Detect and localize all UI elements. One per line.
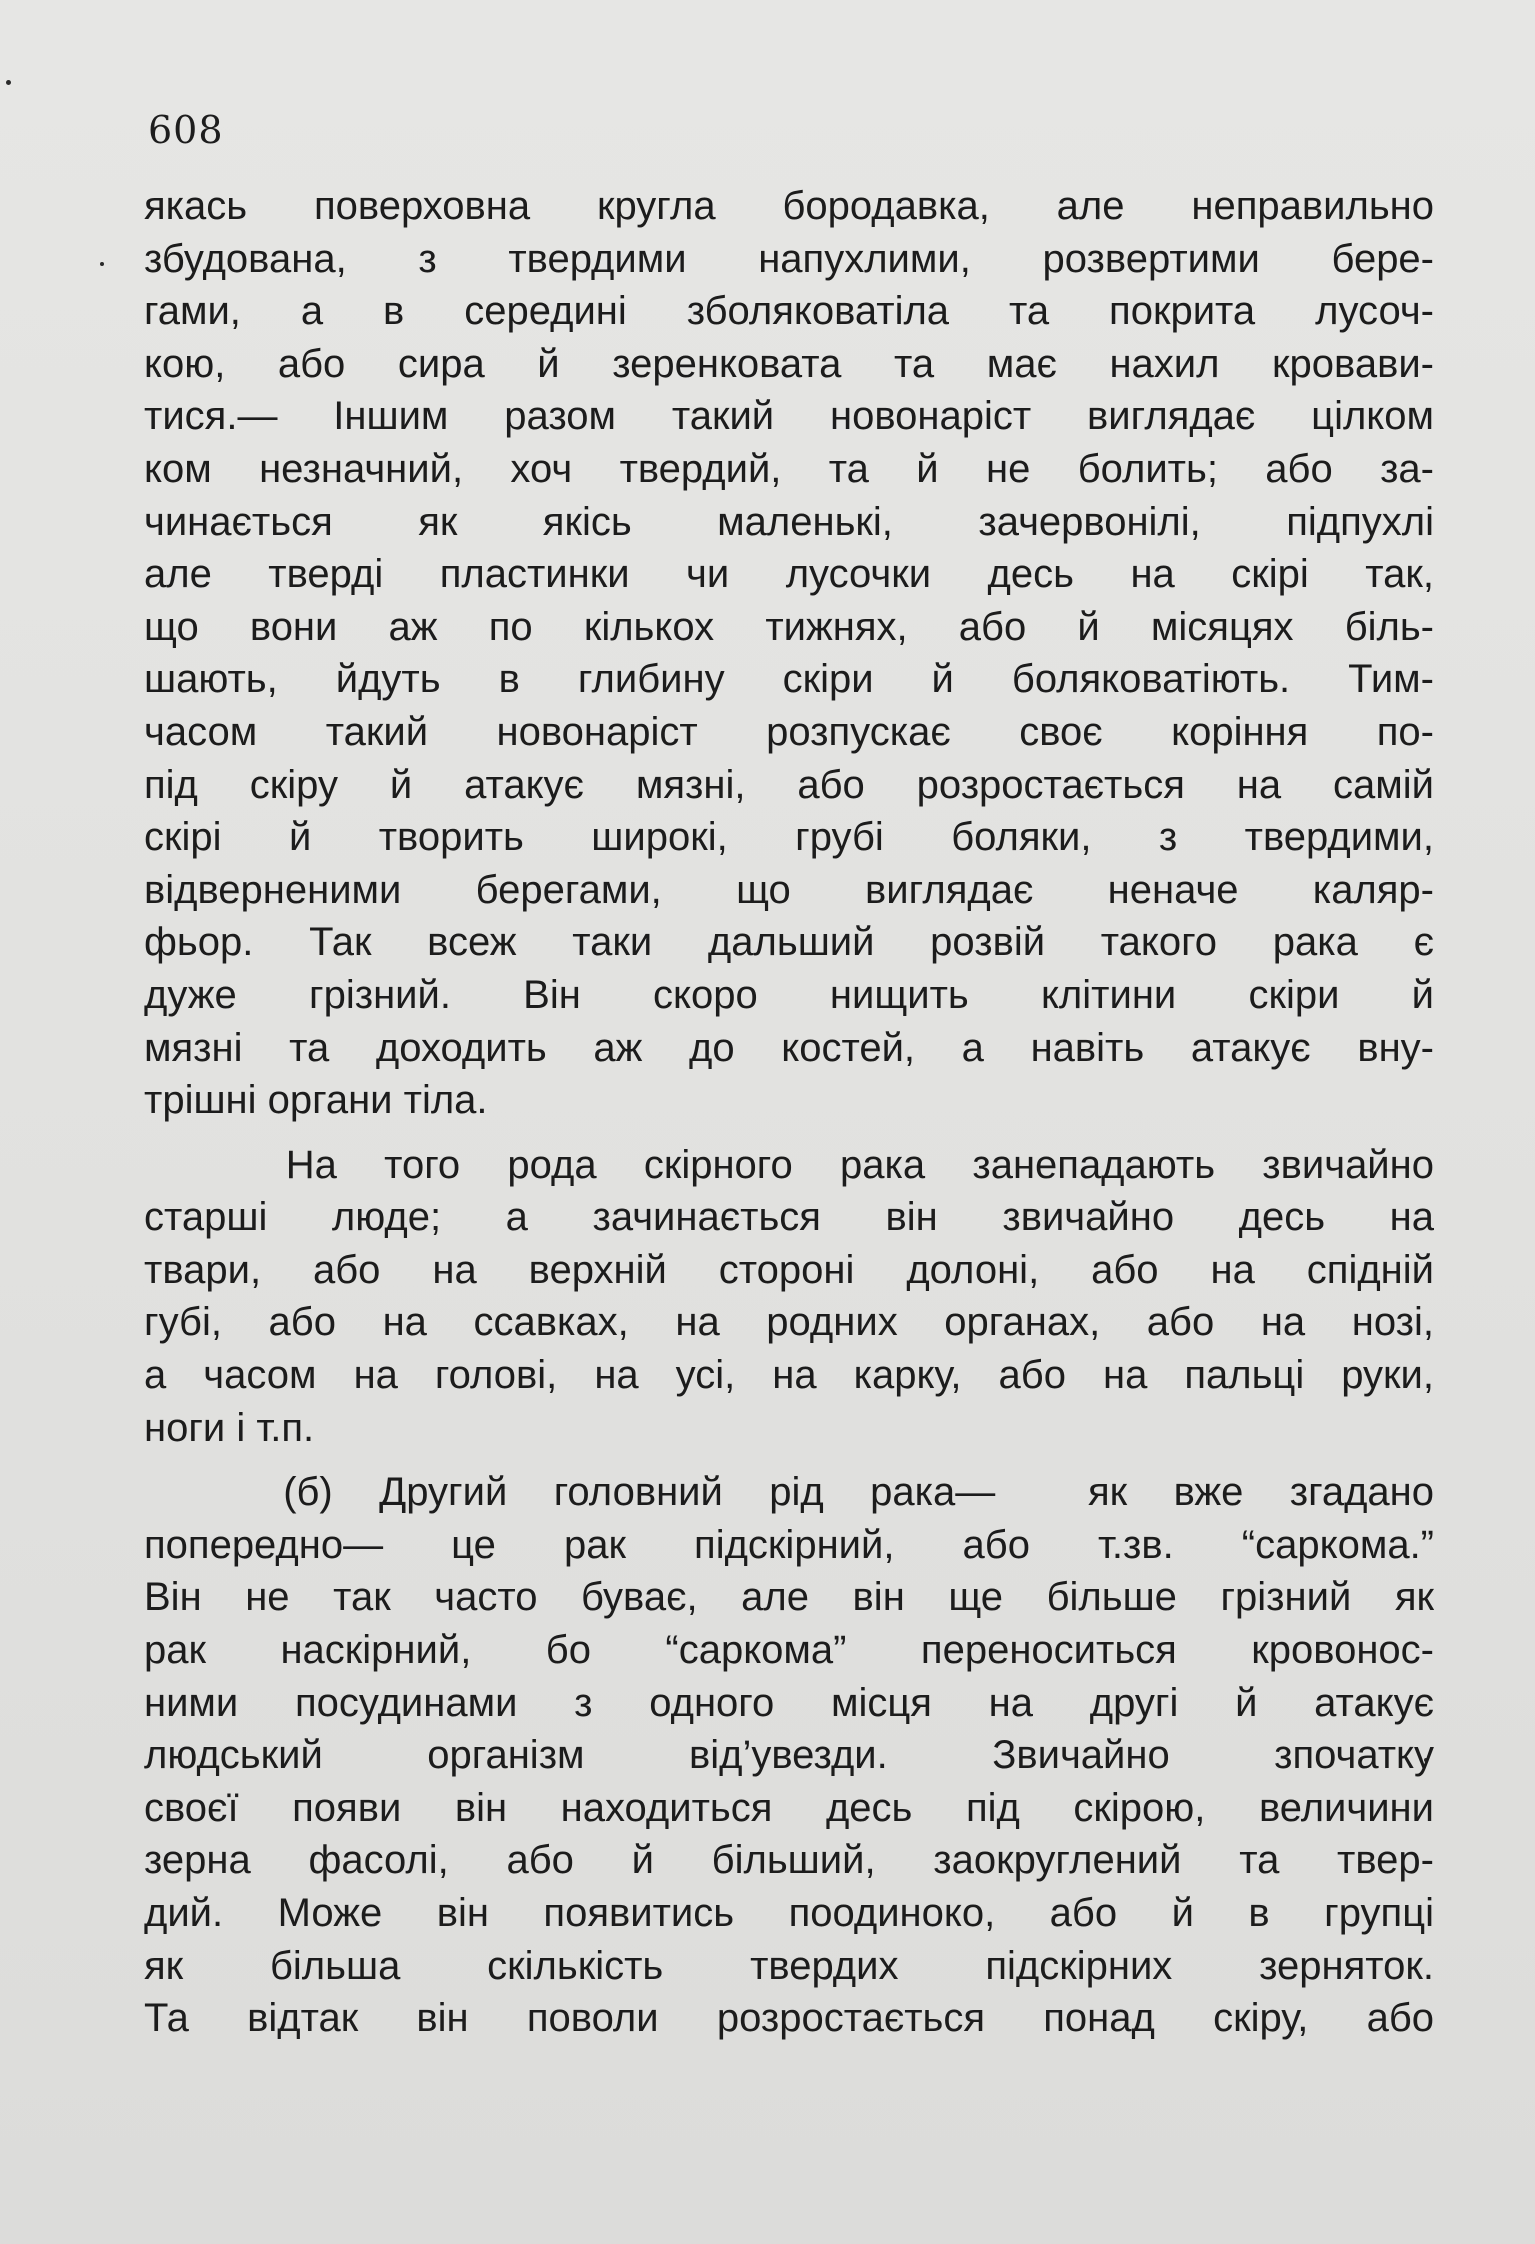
text-line: шають, йдуть в глибину скіри й боляковатіють. Тим-: [144, 657, 1434, 702]
text-line: фьор. Так всеж таки дальший розвій такого рака є: [144, 920, 1434, 965]
text-line: Та відтак він поволи розростається понад скіру, або: [144, 1996, 1434, 2041]
text-line: трішні органи тіла.: [144, 1078, 488, 1123]
text-line: попередно— це рак підскірний, або т.зв. “саркома.”: [144, 1522, 1434, 1567]
text-line: кою, або сира й зеренковата та має нахил кровави-: [144, 341, 1434, 386]
paragraph-1: [144, 180, 1434, 1127]
text-line: відверненими берегами, що виглядає неначе каляр-: [144, 867, 1434, 912]
text-line: дуже грізний. Він скоро нищить клітини скіри й: [144, 972, 1434, 1017]
paragraph-2: [144, 1139, 1434, 1455]
text-line: збудована, з твердими напухлими, розвертими бере-: [144, 236, 1434, 281]
text-line: твари, або на верхній стороні долоні, або на спідній: [144, 1247, 1434, 1292]
speck-mark: [100, 262, 104, 266]
text-line: якась поверховна кругла бородавка, але неправильно: [144, 184, 1434, 228]
text-line: зерна фасолі, або й більший, заокруглений та твер-: [144, 1838, 1434, 1883]
text-line: рак наскірний, бо “саркома” переноситься кровонос-: [144, 1628, 1434, 1673]
text-line: ноги і т.п.: [144, 1405, 315, 1450]
text-line: людський організм від’увезди. Звичайно зпочатку: [144, 1733, 1434, 1778]
text-line: але тверді пластинки чи лусочки десь на скірі так,: [144, 552, 1434, 597]
text-line: чинається як якісь маленькі, зачервонілі, підпухлі: [144, 499, 1434, 544]
text-line: гами, а в середині зболяковатіла та покрита лусоч-: [144, 289, 1434, 334]
text-line: мязні та доходить аж до костей, а навіть атакує вну-: [144, 1025, 1434, 1070]
text-line: дий. Може він появитись поодиноко, або й в групці: [144, 1891, 1434, 1935]
text-line: губі, або на ссавках, на родних органах, або на нозі,: [144, 1300, 1434, 1345]
text-line: під скіру й атакує мязні, або розростається на самій: [144, 762, 1434, 807]
text-line: як більша скількість твердих підскірних зерняток.: [144, 1943, 1434, 1988]
page-number: 608: [148, 108, 224, 152]
text-line: скірі й творить широкі, грубі боляки, з твердими,: [144, 815, 1434, 860]
text-line: (б) Другий головний рід рака— як вже згадано: [144, 1470, 1434, 1515]
body-text: [144, 180, 1434, 2045]
text-line: що вони аж по кількох тижнях, або й місяцях біль-: [144, 604, 1434, 649]
text-line: а часом на голові, на усі, на карку, або на пальці руки,: [144, 1353, 1434, 1398]
text-line: часом такий новонаріст розпускає своє коріння по-: [144, 709, 1434, 754]
text-line: своєї появи він находиться десь під скірою, величини: [144, 1785, 1434, 1830]
text-line: старші люде; а зачинається він звичайно десь на: [144, 1195, 1434, 1240]
text-line: Він не так часто буває, але він ще більше грізний як: [144, 1575, 1434, 1620]
text-line: ними посудинами з одного місця на другі й атакує: [144, 1680, 1434, 1725]
text-line: тися.— Іншим разом такий новонаріст виглядає цілком: [144, 394, 1434, 439]
text-line: На того рода скірного рака занепадають звичайно: [144, 1142, 1434, 1187]
paragraph-3: [144, 1466, 1434, 2045]
text-line: ком незначний, хоч твердий, та й не болить; або за-: [144, 446, 1434, 491]
speck-mark: [6, 80, 11, 85]
